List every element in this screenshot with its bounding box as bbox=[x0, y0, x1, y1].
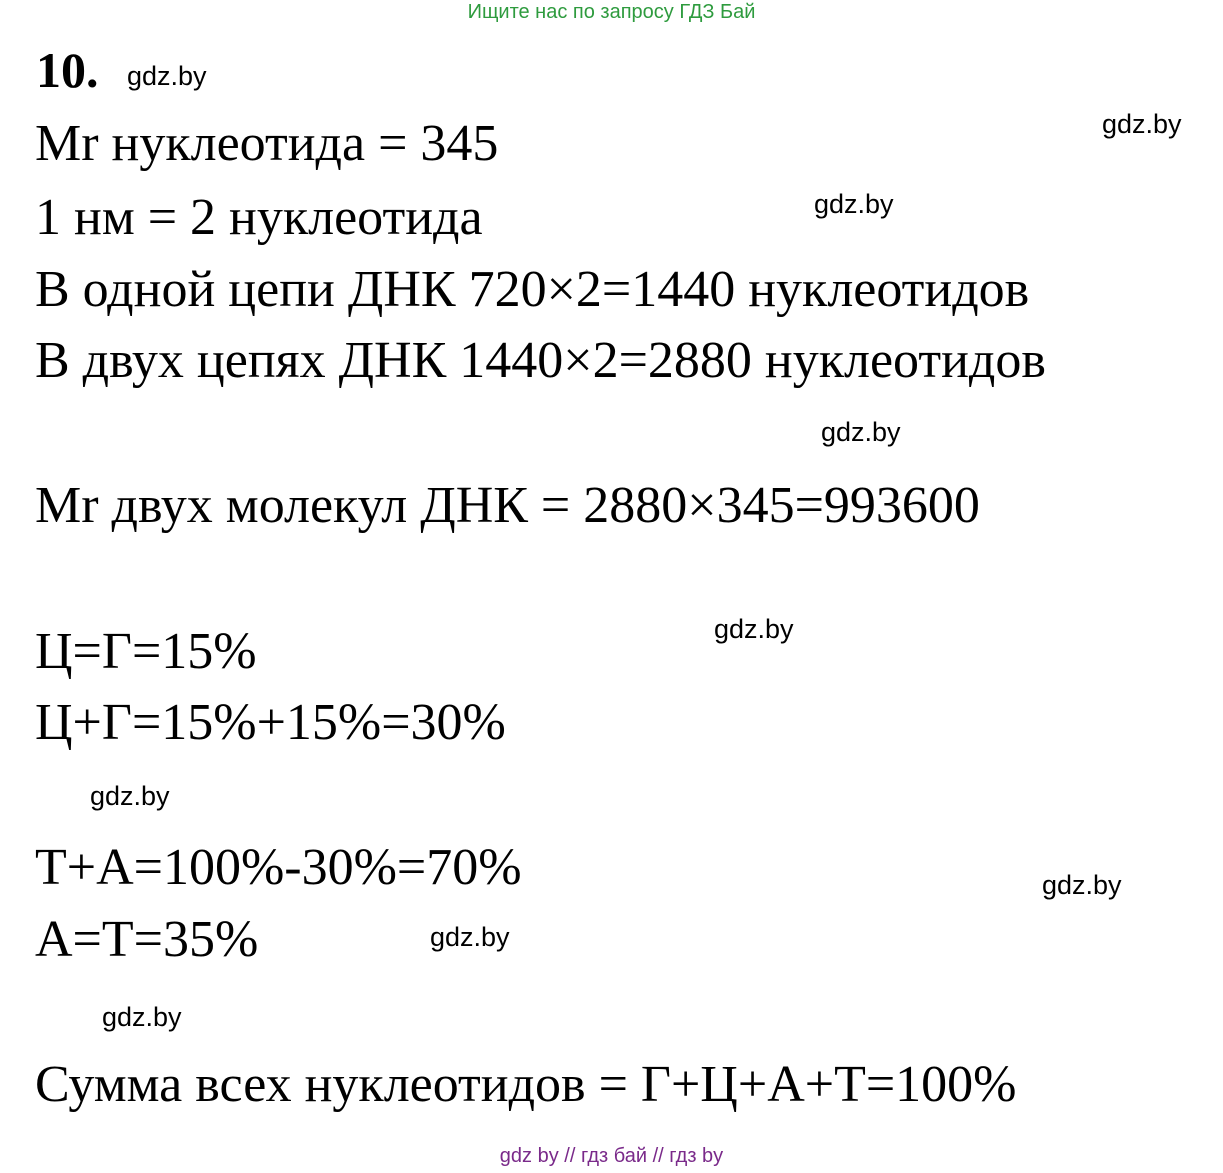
solution-line-a-t: А=Т=35% bbox=[35, 911, 259, 968]
watermark: gdz.by bbox=[430, 922, 510, 952]
solution-line-one-chain: В одной цепи ДНК 720×2=1440 нуклеотидов bbox=[35, 261, 1030, 318]
footer-links[interactable]: gdz by // гдз бай // гдз by bbox=[499, 1145, 724, 1167]
watermark: gdz.by bbox=[814, 189, 894, 219]
watermark: gdz.by bbox=[127, 61, 207, 91]
task-number: 10. bbox=[36, 42, 99, 98]
solution-line-two-chains: В двух цепях ДНК 1440×2=2880 нуклеотидов bbox=[35, 332, 1046, 389]
solution-line-mr-two-molecules: Mr двух молекул ДНК = 2880×345=993600 bbox=[35, 477, 980, 534]
watermark: gdz.by bbox=[1042, 870, 1122, 900]
solution-line-mr-nucleotide: Mr нуклеотида = 345 bbox=[35, 115, 499, 172]
watermark: gdz.by bbox=[821, 417, 901, 447]
solution-line-c-g: Ц=Г=15% bbox=[35, 623, 257, 680]
watermark: gdz.by bbox=[714, 614, 794, 644]
solution-line-c-plus-g: Ц+Г=15%+15%=30% bbox=[35, 694, 506, 751]
watermark: gdz.by bbox=[90, 781, 170, 811]
solution-line-t-plus-a: Т+А=100%-30%=70% bbox=[35, 839, 522, 896]
solution-line-sum: Сумма всех нуклеотидов = Г+Ц+А+Т=100% bbox=[35, 1056, 1017, 1113]
watermark: gdz.by bbox=[102, 1002, 182, 1032]
banner-text[interactable]: Ищите нас по запросу ГДЗ Бай bbox=[467, 1, 756, 23]
watermark: gdz.by bbox=[1102, 109, 1182, 139]
solution-line-nm: 1 нм = 2 нуклеотида bbox=[35, 189, 483, 246]
